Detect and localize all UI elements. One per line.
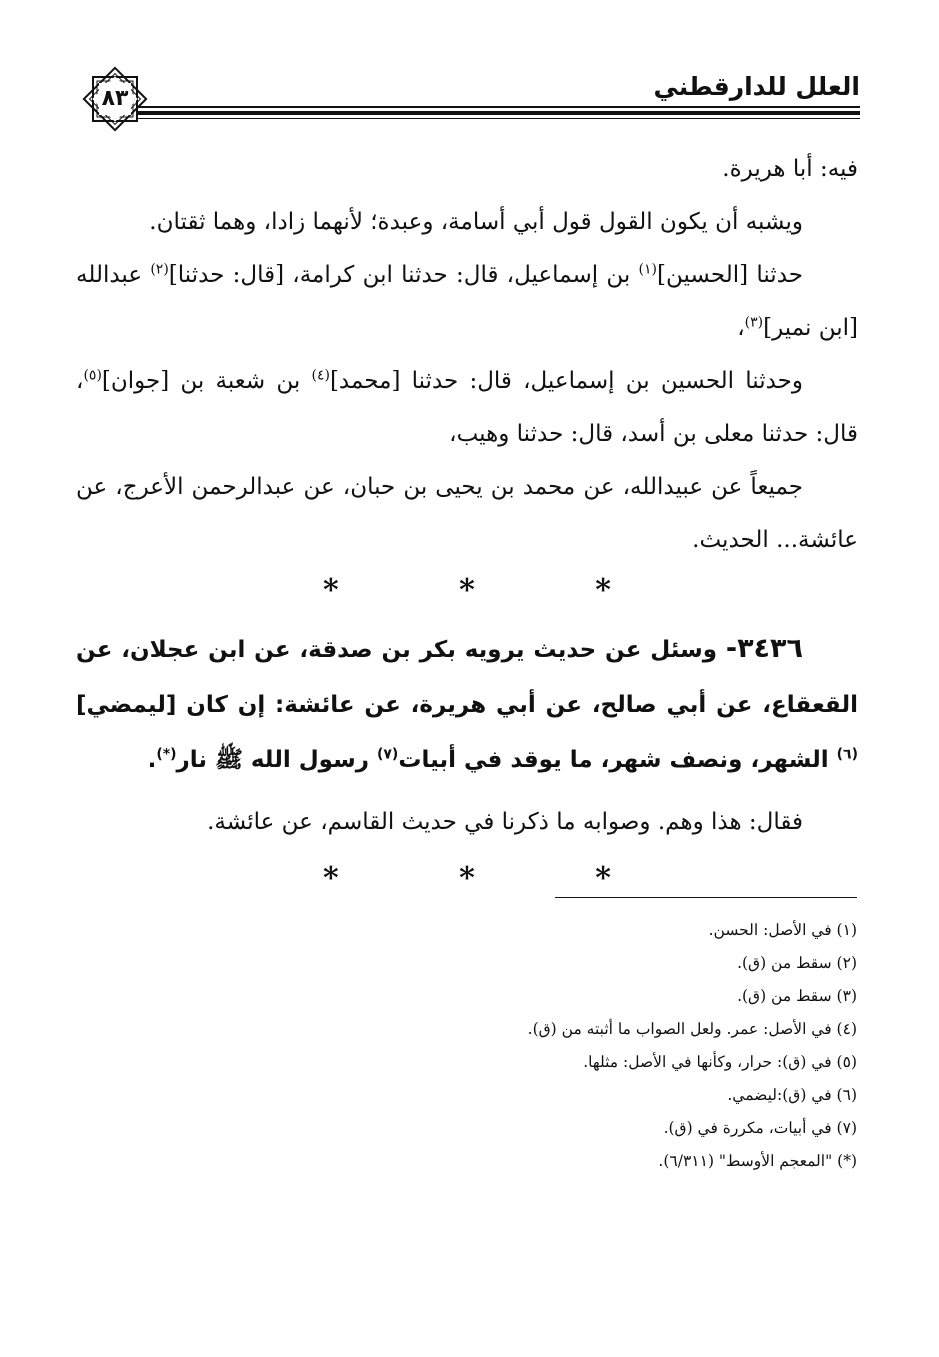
text-run: بن إسماعيل، قال: حدثنا ابن كرامة، [قال: حدثنا] bbox=[168, 262, 639, 288]
page-number-badge bbox=[76, 60, 154, 138]
text-run: وسئل عن حديث يرويه بكر بن صدقة، عن ابن عجلان، عن القعقاع، عن أبي صالح، عن أبي هريرة، عن عائشة: إن كان [ليمضي] bbox=[76, 637, 858, 718]
footnote: (٧) في أبيات، مكررة في (ق). bbox=[663, 1119, 857, 1137]
paragraph: فيه: أبا هريرة. bbox=[722, 156, 858, 182]
text-run: بن شعبة بن [جوان] bbox=[101, 368, 312, 394]
isnad-paragraph bbox=[76, 249, 858, 355]
footnote: (*) "المعجم الأوسط" (٦/٣١١). bbox=[658, 1152, 857, 1170]
text-run: الشهر، ونصف شهر، ما يوقد في أبيات bbox=[398, 747, 837, 773]
footnote-ref[interactable]: (٥) bbox=[83, 367, 102, 384]
page-header bbox=[76, 60, 860, 140]
text-run: ، قال: حدثنا معلى بن أسد، قال: حدثنا وهيب، bbox=[76, 368, 858, 447]
text-run: ، bbox=[737, 315, 745, 341]
section-separator: * * * bbox=[323, 861, 666, 896]
footnote: (٢) سقط من (ق). bbox=[737, 954, 857, 972]
footnotes bbox=[300, 914, 857, 1178]
page-number: ٨٣ bbox=[101, 86, 129, 111]
footnote-ref[interactable]: (*) bbox=[156, 746, 177, 763]
footnote: (٦) في (ق):ليضمي. bbox=[727, 1086, 857, 1104]
footnote-ref[interactable]: (٤) bbox=[311, 367, 330, 384]
footnote: (٥) في (ق): حرار، وكأنها في الأصل: مثلها. bbox=[583, 1053, 857, 1071]
footnote: (١) في الأصل: الحسن. bbox=[708, 921, 857, 939]
header-rule bbox=[136, 118, 860, 119]
footnote-ref[interactable]: (٣) bbox=[744, 314, 764, 331]
text-run: وحدثنا الحسين بن إسماعيل، قال: حدثنا [محمد] bbox=[329, 368, 804, 394]
paragraph: ويشبه أن يكون القول قول أبي أسامة، وعبدة؛ لأنهما زادا، وهما ثقتان. bbox=[149, 209, 803, 235]
header-rule bbox=[136, 106, 860, 108]
paragraph: جميعاً عن عبيدالله، عن محمد بن يحيى بن حبان، عن عبدالرحمن الأعرج، عن عائشة... الحديث. bbox=[76, 474, 858, 553]
footnote-ref[interactable]: (١) bbox=[638, 261, 657, 278]
footnote-ref[interactable]: (٧) bbox=[376, 746, 399, 763]
answer-paragraph: فقال: هذا وهم. وصوابه ما ذكرنا في حديث القاسم، عن عائشة. bbox=[207, 809, 803, 835]
isnad-paragraph bbox=[76, 355, 858, 461]
question-number: ٣٤٣٦- bbox=[725, 633, 803, 664]
header-rule bbox=[136, 111, 860, 115]
section-separator: * * * bbox=[323, 573, 666, 608]
footnote-ref[interactable]: (٢) bbox=[150, 261, 169, 278]
text-run: . bbox=[147, 747, 157, 773]
footnote: (٣) سقط من (ق). bbox=[737, 987, 857, 1005]
question-heading bbox=[76, 621, 858, 788]
footnote-divider bbox=[555, 897, 857, 898]
footnote: (٤) في الأصل: عمر. ولعل الصواب ما أثبته من (ق). bbox=[527, 1020, 857, 1038]
text-run: رسول الله ﷺ نار bbox=[176, 747, 377, 773]
footnote-ref[interactable]: (٦) bbox=[836, 746, 858, 763]
main-text bbox=[76, 143, 858, 909]
text-run: عبدالله [ابن نمير] bbox=[76, 262, 858, 341]
running-title: العلل للدارقطني bbox=[653, 72, 860, 101]
text-run: حدثنا [الحسين] bbox=[656, 262, 803, 288]
